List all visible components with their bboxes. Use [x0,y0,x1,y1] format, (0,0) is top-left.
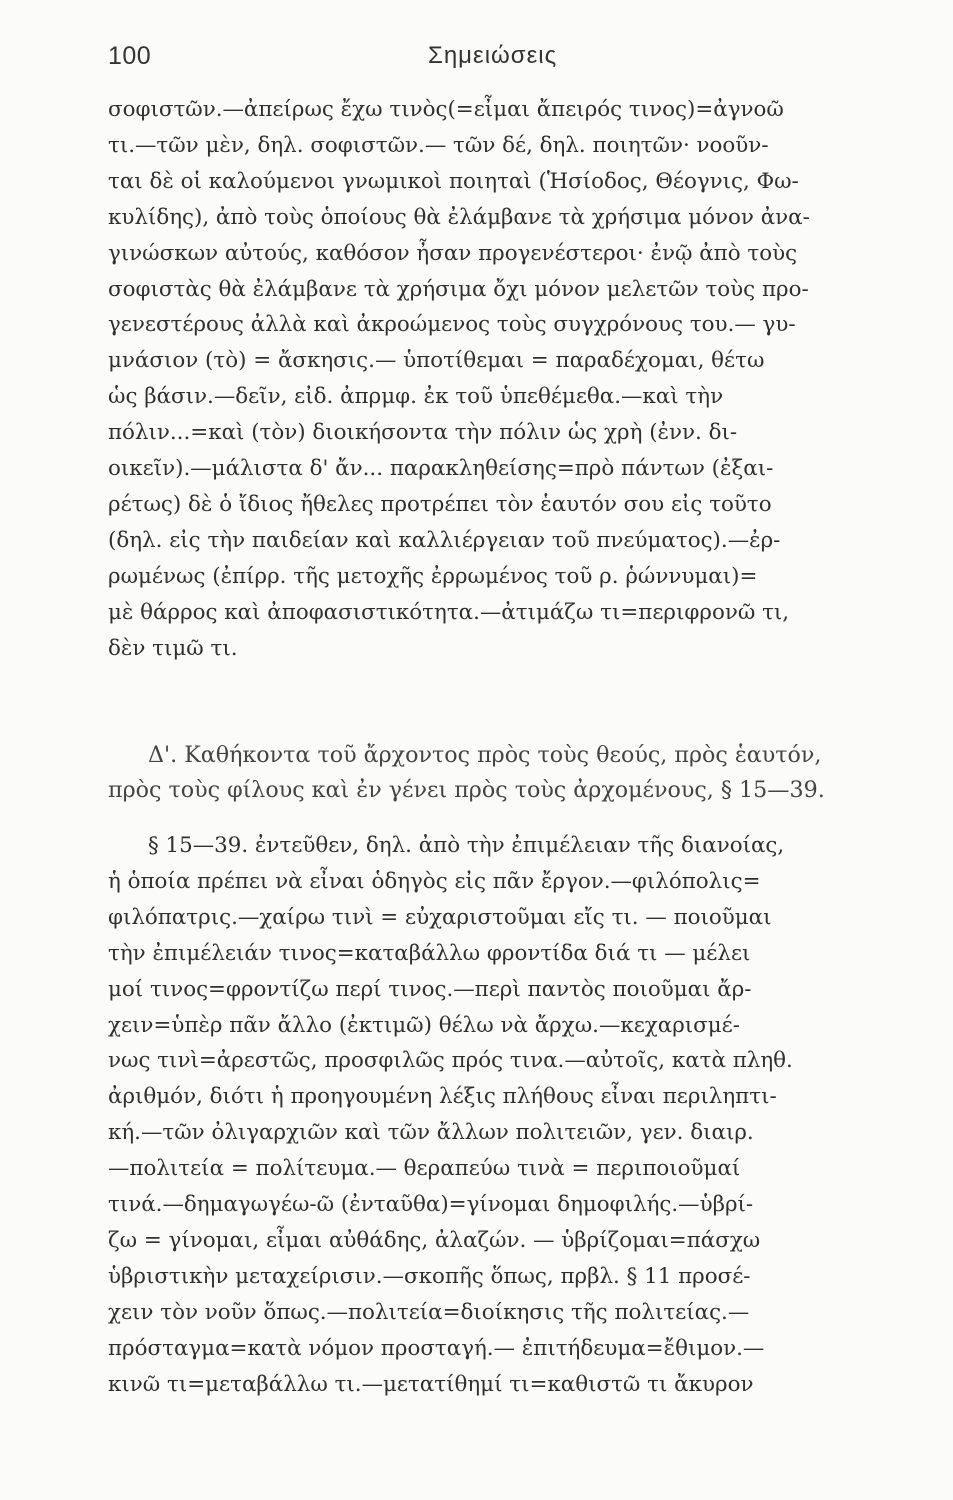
heading-line: Δ'. Καθήκοντα τοῦ ἄρχοντος πρὸς τοὺς θεούς, πρὸς ἑαυτόν, [148,742,822,768]
text-line: γινώσκων αὐτούς, καθόσον ἦσαν προγενέστεροι· ἐνῷ ἀπὸ τοὺς [108,240,798,266]
text-line: οικεῖν).—μάλιστα δ' ἄν... παρακληθείσης=πρὸ πάντων (ἐξαι- [108,456,774,482]
text-line: τὴν ἐπιμέλειάν τινος=καταβάλλω φροντίδα διά τι — μέλει [108,940,751,966]
text-line: κυλίδης), ἀπὸ τοὺς ὁποίους θὰ ἐλάμβανε τὰ χρήσιμα μόνον ἀνα- [108,204,810,230]
notes-paragraph [108,828,903,1403]
text-line: κινῶ τι=μεταβάλλω τι.—μετατίθημί τι=καθιστῶ τι ἄκυρον [108,1371,754,1397]
text-line: σοφιστῶν.—ἀπείρως ἔχω τινὸς(=εἶμαι ἄπειρός τινος)=ἀγνοῶ [108,97,784,122]
running-title: Σημειώσεις [428,42,558,69]
text-line: ται δὲ οἱ καλούμενοι γνωμικοὶ ποιηταὶ (Ἡσίοδος, Θέογνις, Φω- [108,168,799,194]
text-line: χειν τὸν νοῦν ὅπως.—πολιτεία=διοίκησις τῆς πολιτείας.— [108,1299,750,1325]
page-number: 100 [108,42,152,70]
text-line: ὑβριστικὴν μεταχείρισιν.—σκοπῆς ὅπως, πρβλ. § 11 προσέ- [108,1263,751,1289]
text-line: τι.—τῶν μὲν, δηλ. σοφιστῶν.— τῶν δέ, δηλ. ποιητῶν· νοοῦν- [108,132,769,158]
text-line: (δηλ. εἰς τὴν παιδείαν καὶ καλλιέργειαν τοῦ πνεύματος).—ἐρ- [108,527,781,553]
text-line: χειν=ὑπὲρ πᾶν ἄλλο (ἐκτιμῶ) θέλω νὰ ἄρχω.—κεχαρισμέ- [108,1012,740,1038]
text-line: ρωμένως (ἐπίρρ. τῆς μετοχῆς ἐρρωμένος τοῦ ρ. ῥώννυμαι)= [108,563,758,589]
text-line: μοί τινος=φροντίζω περί τινος.—περὶ παντὸς ποιοῦμαι ἄρ- [108,976,752,1002]
text-line: πόλιν...=καὶ (τὸν) διοικήσοντα τὴν πόλιν ὡς χρὴ (ἐνν. δι- [108,420,738,446]
text-line: νως τινὶ=ἀρεστῶς, προσφιλῶς πρός τινα.—αὐτοῖς, κατὰ πληθ. [108,1048,793,1074]
text-line: δὲν τιμῶ τι. [108,635,238,661]
text-line: ἀριθμόν, διότι ἡ προηγουμένη λέξις πλήθους εἶναι περιληπτι- [108,1084,777,1110]
notes-paragraph [108,92,903,667]
text-line: μὲ θάρρος καὶ ἀποφασιστικότητα.—ἀτιμάζω τι=περιφρονῶ τι, [108,599,790,625]
page-header [108,42,898,82]
text-line: φιλόπατρις.—χαίρω τινὶ = εὐχαριστοῦμαι εἴς τι. — ποιοῦμαι [108,904,772,930]
text-line: σοφιστὰς θὰ ἐλάμβανε τὰ χρήσιμα ὄχι μόνον μελετῶν τοὺς προ- [108,276,809,302]
text-line: ρέτως) δὲ ὁ ἴδιος ἤθελες προτρέπει τὸν ἑαυτόν σου εἰς τοῦτο [108,491,772,517]
text-line: —πολιτεία = πολίτευμα.— θεραπεύω τινὰ = περιποιοῦμαί [108,1156,741,1182]
text-line: γενεστέρους ἀλλὰ καὶ ἀκροώμενος τοὺς συγχρόνους του.— γυ- [108,312,796,338]
text-line: § 15—39. ἐντεῦθεν, δηλ. ἀπὸ τὴν ἐπιμέλειαν τῆς διανοίας, [148,833,785,858]
text-line: ἡ ὁποία πρέπει νὰ εἶναι ὁδηγὸς εἰς πᾶν ἔργον.—φιλόπολις= [108,868,761,894]
text-line: πρόσταγμα=κατὰ νόμον προσταγή.— ἐπιτήδευμα=ἔθιμον.— [108,1335,765,1361]
text-line: τινά.—δημαγωγέω-ῶ (ἐνταῦθα)=γίνομαι δημοφιλής.—ὑβρί- [108,1192,754,1218]
text-line: κή.—τῶν ὀλιγαρχιῶν καὶ τῶν ἄλλων πολιτειῶν, γεν. διαιρ. [108,1120,754,1146]
text-line: ζω = γίνομαι, εἶμαι αὐθάδης, ἀλαζών. — ὑβρίζομαι=πάσχω [108,1227,761,1253]
text-line: μνάσιον (τὸ) = ἄσκησις.— ὑποτίθεμαι = παραδέχομαι, θέτω [108,348,765,374]
section-heading [108,738,903,808]
heading-line: πρὸς τοὺς φίλους καὶ ἐν γένει πρὸς τοὺς ἀρχομένους, § 15—39. [108,777,825,803]
text-line: ὡς βάσιν.—δεῖν, εἰδ. ἀπρμφ. ἐκ τοῦ ὑπεθέμεθα.—καὶ τὴν [108,384,724,410]
